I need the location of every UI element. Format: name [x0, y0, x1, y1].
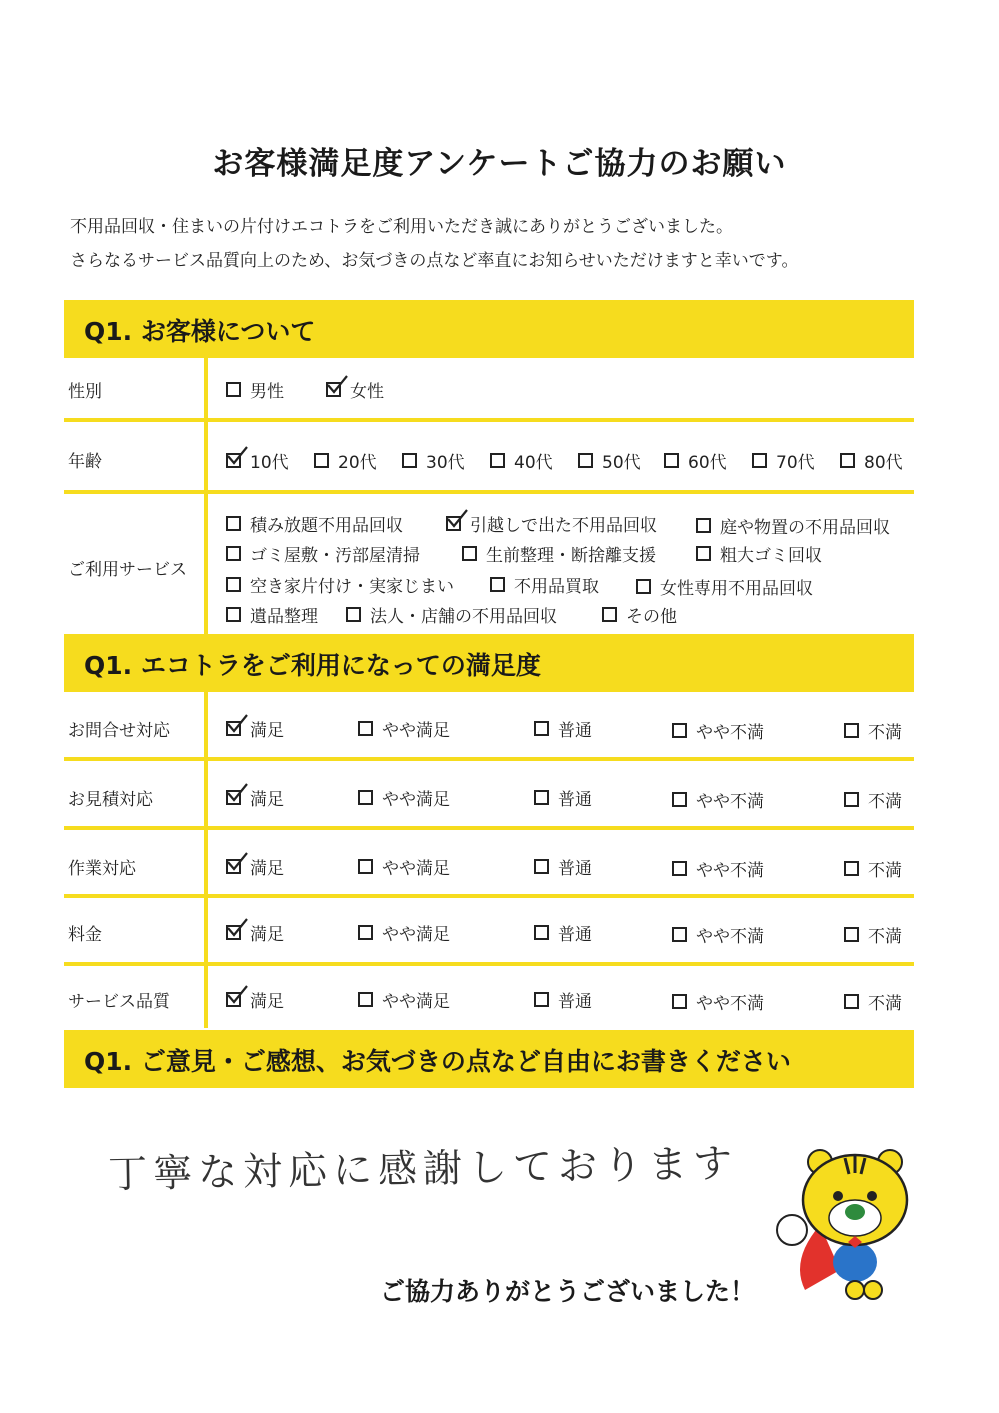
service-option[interactable]	[226, 541, 420, 566]
checked-checkbox-icon[interactable]	[226, 453, 241, 468]
satisfaction-option[interactable]	[358, 987, 450, 1012]
option-label: 女性	[350, 382, 384, 402]
option-label: 引越しで出た不用品回収	[470, 516, 657, 536]
age-option[interactable]	[578, 448, 641, 473]
satisfaction-option[interactable]	[844, 787, 902, 812]
satisfaction-option[interactable]	[358, 785, 450, 810]
checked-checkbox-icon[interactable]	[226, 992, 241, 1007]
tiger-mascot-icon	[760, 1140, 920, 1310]
option-label: 粗大ゴミ回収	[720, 546, 822, 566]
option-label: 普通	[558, 925, 592, 945]
option-label: 不満	[868, 994, 902, 1014]
checkbox-icon[interactable]	[844, 861, 859, 876]
option-label: 普通	[558, 790, 592, 810]
checkbox-icon[interactable]	[840, 453, 855, 468]
checkbox-icon[interactable]	[226, 607, 241, 622]
age-option[interactable]	[490, 448, 553, 473]
service-option[interactable]	[636, 574, 813, 599]
satisfaction-option[interactable]	[534, 987, 592, 1012]
satisfaction-option[interactable]	[672, 856, 764, 881]
service-option[interactable]	[226, 602, 318, 627]
option-label: その他	[626, 607, 677, 627]
gender-option[interactable]	[226, 377, 284, 402]
option-label: 40代	[514, 453, 553, 473]
checkbox-icon[interactable]	[358, 721, 373, 736]
checkbox-icon[interactable]	[696, 518, 711, 533]
closing-message: ご協力ありがとうございました！	[380, 1277, 756, 1306]
service-option[interactable]	[462, 541, 656, 566]
option-label: 不用品買取	[514, 577, 599, 597]
age-option[interactable]	[314, 448, 377, 473]
satisfaction-option[interactable]	[226, 716, 284, 741]
divider	[64, 757, 914, 761]
satisfaction-option[interactable]	[672, 922, 764, 947]
satisfaction-option[interactable]	[844, 989, 902, 1014]
satisfaction-option[interactable]	[844, 718, 902, 743]
option-label: 満足	[250, 859, 284, 879]
option-label: 60代	[688, 453, 727, 473]
option-label: ゴミ屋敷・汚部屋清掃	[250, 546, 420, 566]
option-label: やや満足	[382, 790, 450, 810]
option-label: 満足	[250, 790, 284, 810]
checkbox-icon[interactable]	[358, 925, 373, 940]
option-label: 70代	[776, 453, 815, 473]
checkbox-icon[interactable]	[226, 577, 241, 592]
satisfaction-row-label: お問合せ対応	[68, 721, 170, 741]
option-label: 普通	[558, 859, 592, 879]
age-label: 年齢	[68, 452, 102, 472]
section-header-satisfaction	[64, 634, 914, 692]
satisfaction-option[interactable]	[534, 716, 592, 741]
checkbox-icon[interactable]	[844, 723, 859, 738]
section-heading: Q1. ご意見・ご感想、お気づきの点など自由にお書きください	[84, 1047, 791, 1076]
satisfaction-option[interactable]	[226, 987, 284, 1012]
option-label: やや不満	[696, 792, 764, 812]
service-option[interactable]	[696, 541, 822, 566]
satisfaction-option[interactable]	[844, 856, 902, 881]
checkbox-icon[interactable]	[578, 453, 593, 468]
checkbox-icon[interactable]	[358, 790, 373, 805]
checkbox-icon[interactable]	[672, 861, 687, 876]
option-label: 法人・店舗の不用品回収	[370, 607, 557, 627]
checkbox-icon[interactable]	[534, 992, 549, 1007]
checked-checkbox-icon[interactable]	[226, 721, 241, 736]
checkbox-icon[interactable]	[844, 792, 859, 807]
checkbox-icon[interactable]	[534, 790, 549, 805]
checkbox-icon[interactable]	[534, 925, 549, 940]
satisfaction-row-label: 作業対応	[68, 859, 136, 879]
divider	[64, 962, 914, 966]
checkbox-icon[interactable]	[314, 453, 329, 468]
option-label: 10代	[250, 453, 289, 473]
option-label: 30代	[426, 453, 465, 473]
option-label: やや満足	[382, 992, 450, 1012]
checkbox-icon[interactable]	[534, 721, 549, 736]
checkbox-icon[interactable]	[672, 927, 687, 942]
section-heading: Q1. エコトラをご利用になっての満足度	[84, 651, 541, 680]
satisfaction-option[interactable]	[226, 785, 284, 810]
checked-checkbox-icon[interactable]	[446, 516, 461, 531]
checkbox-icon[interactable]	[402, 453, 417, 468]
satisfaction-option[interactable]	[226, 920, 284, 945]
option-label: やや満足	[382, 859, 450, 879]
satisfaction-option[interactable]	[358, 854, 450, 879]
satisfaction-option[interactable]	[534, 854, 592, 879]
option-label: 50代	[602, 453, 641, 473]
checked-checkbox-icon[interactable]	[226, 925, 241, 940]
option-label: やや不満	[696, 994, 764, 1014]
option-label: 満足	[250, 992, 284, 1012]
option-label: 満足	[250, 721, 284, 741]
satisfaction-option[interactable]	[844, 922, 902, 947]
checkbox-icon[interactable]	[226, 516, 241, 531]
checked-checkbox-icon[interactable]	[226, 859, 241, 874]
checkbox-icon[interactable]	[664, 453, 679, 468]
checkbox-icon[interactable]	[462, 546, 477, 561]
checked-checkbox-icon[interactable]	[226, 790, 241, 805]
checkbox-icon[interactable]	[672, 723, 687, 738]
option-label: やや満足	[382, 721, 450, 741]
option-label: 20代	[338, 453, 377, 473]
section-header-comments	[64, 1030, 914, 1088]
option-label: 不満	[868, 723, 902, 743]
service-option[interactable]	[446, 511, 657, 536]
satisfaction-option[interactable]	[358, 920, 450, 945]
satisfaction-row-label: お見積対応	[68, 790, 153, 810]
checkbox-icon[interactable]	[844, 927, 859, 942]
satisfaction-option[interactable]	[534, 920, 592, 945]
checkbox-icon[interactable]	[672, 994, 687, 1009]
option-label: 遺品整理	[250, 607, 318, 627]
option-label: 不満	[868, 927, 902, 947]
satisfaction-option[interactable]	[358, 716, 450, 741]
checkbox-icon[interactable]	[602, 607, 617, 622]
option-label: 生前整理・断捨離支援	[486, 546, 656, 566]
divider	[64, 490, 914, 494]
divider	[64, 894, 914, 898]
checkbox-icon[interactable]	[226, 382, 241, 397]
checkbox-icon[interactable]	[696, 546, 711, 561]
divider	[64, 418, 914, 422]
option-label: 男性	[250, 382, 284, 402]
option-label: 空き家片付け・実家じまい	[250, 577, 454, 597]
checkbox-icon[interactable]	[358, 992, 373, 1007]
satisfaction-option[interactable]	[226, 854, 284, 879]
service-option[interactable]	[696, 513, 890, 538]
service-option[interactable]	[490, 572, 599, 597]
divider	[204, 358, 208, 634]
service-option[interactable]	[226, 511, 403, 536]
section-heading: Q1. お客様について	[84, 317, 316, 346]
checkbox-icon[interactable]	[636, 579, 651, 594]
option-label: 不満	[868, 861, 902, 881]
option-label: 普通	[558, 721, 592, 741]
checkbox-icon[interactable]	[226, 546, 241, 561]
option-label: やや不満	[696, 723, 764, 743]
checkbox-icon[interactable]	[358, 859, 373, 874]
satisfaction-row-label: 料金	[68, 925, 102, 945]
option-label: やや不満	[696, 861, 764, 881]
option-label: 積み放題不用品回収	[250, 516, 403, 536]
service-option[interactable]	[226, 572, 454, 597]
age-option[interactable]	[752, 448, 815, 473]
gender-option[interactable]	[326, 377, 384, 402]
age-option[interactable]	[664, 448, 727, 473]
checkbox-icon[interactable]	[534, 859, 549, 874]
checkbox-icon[interactable]	[346, 607, 361, 622]
option-label: 女性専用不用品回収	[660, 579, 813, 599]
gender-label: 性別	[68, 382, 102, 402]
divider	[204, 692, 208, 1028]
satisfaction-option[interactable]	[672, 989, 764, 1014]
intro-line-1: 不用品回収・住まいの片付けエコトラをご利用いただき誠にありがとうございました。	[70, 217, 733, 237]
page-title: お客様満足度アンケートご協力のお願い	[212, 146, 787, 182]
service-option[interactable]	[346, 602, 557, 627]
checked-checkbox-icon[interactable]	[326, 382, 341, 397]
option-label: 不満	[868, 792, 902, 812]
checkbox-icon[interactable]	[490, 453, 505, 468]
satisfaction-option[interactable]	[534, 785, 592, 810]
option-label: やや満足	[382, 925, 450, 945]
satisfaction-option[interactable]	[672, 787, 764, 812]
checkbox-icon[interactable]	[752, 453, 767, 468]
age-option[interactable]	[402, 448, 465, 473]
service-label: ご利用サービス	[68, 560, 187, 580]
option-label: 満足	[250, 925, 284, 945]
option-label: 80代	[864, 453, 903, 473]
section-header-customer	[64, 300, 914, 358]
checkbox-icon[interactable]	[490, 577, 505, 592]
service-option[interactable]	[602, 602, 677, 627]
age-option[interactable]	[840, 448, 903, 473]
option-label: 庭や物置の不用品回収	[720, 518, 890, 538]
checkbox-icon[interactable]	[844, 994, 859, 1009]
option-label: やや不満	[696, 927, 764, 947]
intro-line-2: さらなるサービス品質向上のため、お気づきの点など率直にお知らせいただけますと幸いです。	[70, 251, 799, 271]
divider	[64, 826, 914, 830]
age-option[interactable]	[226, 448, 289, 473]
checkbox-icon[interactable]	[672, 792, 687, 807]
satisfaction-option[interactable]	[672, 718, 764, 743]
option-label: 普通	[558, 992, 592, 1012]
satisfaction-row-label: サービス品質	[68, 992, 170, 1012]
handwritten-comment: 丁寧な対応に感謝しております	[107, 1141, 739, 1198]
